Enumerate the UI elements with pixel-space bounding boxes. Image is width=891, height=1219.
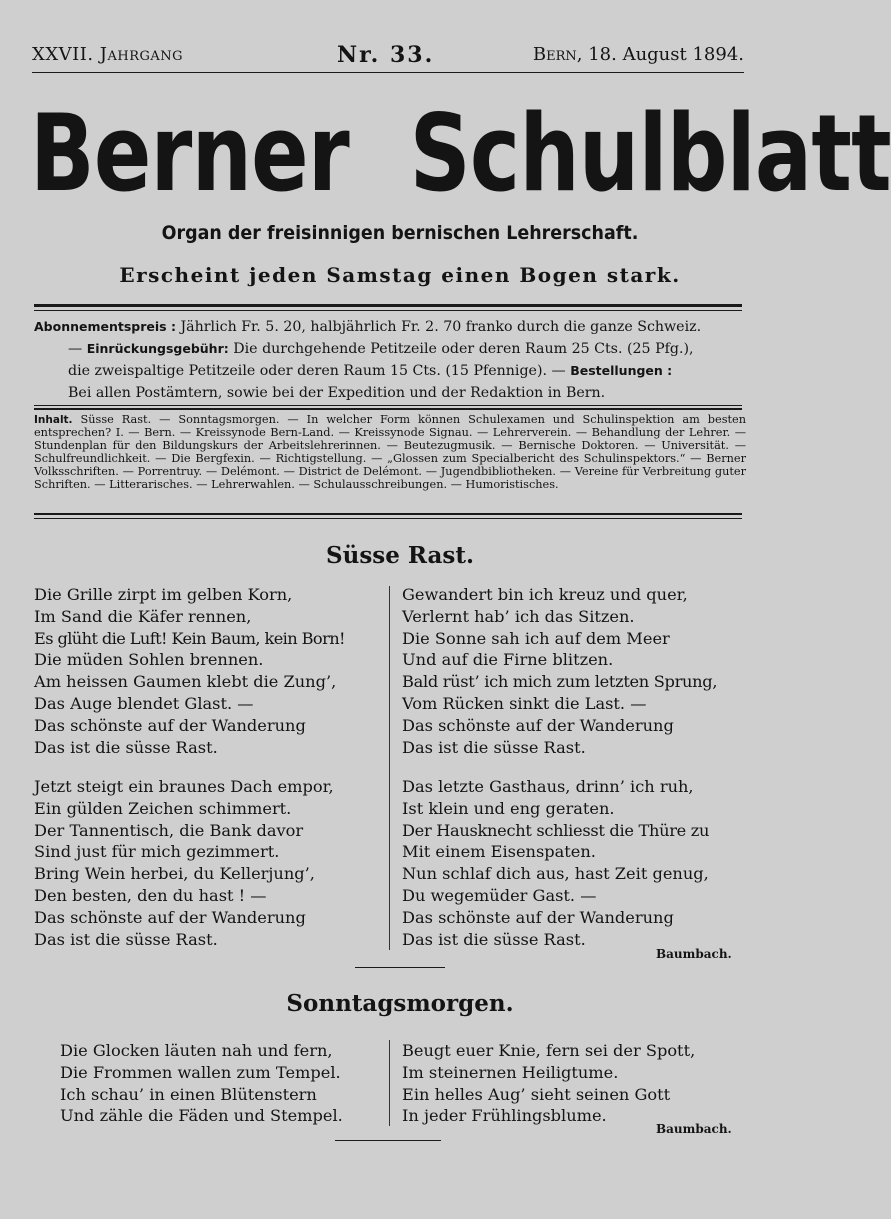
poem1-left-stanza2: [34, 776, 334, 950]
poem2-right: [402, 1040, 695, 1127]
table-of-contents: [34, 414, 746, 491]
issue-date-line: [533, 44, 744, 65]
verse-line: Das schönste auf der Wanderung: [34, 907, 306, 927]
poem-title-sonntagsmorgen: Sonntagsmorgen.: [286, 990, 514, 1017]
verse-line: Das schönste auf der Wanderung: [402, 715, 674, 735]
line4-text: Bei allen Postämtern, sowie bei der Expedition und der Redaktion in Bern.: [68, 385, 606, 401]
poem2-column-divider: [389, 1040, 390, 1126]
verse-line: Den besten, den du hast ! —: [34, 885, 267, 905]
issue-date: 18. August 1894.: [588, 44, 744, 65]
verse-line: Im steinernen Heiligtume.: [402, 1062, 619, 1082]
verse-line: Beugt euer Knie, fern sei der Spott,: [402, 1041, 696, 1060]
info-line-4: [34, 382, 752, 404]
verse-line: Und zähle die Fäden und Stempel.: [60, 1106, 343, 1126]
verse-line: Mit einem Eisenspaten.: [402, 842, 596, 862]
contents-top-rule: [34, 405, 742, 406]
ein-label: Einrückungsgebühr:: [86, 341, 229, 356]
subscription-info: [34, 316, 752, 404]
best-label: Bestellungen :: [570, 363, 673, 378]
verse-line: Vom Rücken sinkt die Last. —: [402, 693, 647, 713]
verse-line: Ein helles Aug’ sieht seinen Gott: [402, 1084, 671, 1104]
verse-line: Bald rüst’ ich mich zum letzten Sprung,: [402, 672, 718, 692]
verse-line: Das ist die süsse Rast.: [34, 737, 218, 757]
verse-line: Ein gülden Zeichen schimmert.: [34, 798, 292, 818]
verse-line: Sind just für mich gezimmert.: [34, 842, 280, 862]
abo-text: Jährlich Fr. 5. 20, halbjährlich Fr. 2. 70 franko durch die ganze Schweiz.: [180, 319, 702, 335]
verse-line: Die müden Sohlen brennen.: [34, 650, 264, 670]
verse-line: Der Tannentisch, die Bank davor: [34, 820, 304, 840]
line3-text: die zweispaltige Petitzeile oder deren Raum 15 Cts. (15 Pfennige). —: [68, 363, 566, 379]
contents-top-rule-thick: [34, 408, 742, 410]
verse-line: Jetzt steigt ein braunes Dach empor,: [34, 777, 334, 796]
verse-line: Die Sonne sah ich auf dem Meer: [402, 628, 670, 648]
poem2-left: [60, 1040, 343, 1127]
publication-frequency: Erscheint jeden Samstag einen Bogen stark.: [119, 263, 681, 287]
end-separator: [335, 1140, 441, 1141]
verse-line: Das ist die süsse Rast.: [402, 929, 586, 949]
verse-line: Die Frommen wallen zum Tempel.: [60, 1062, 341, 1082]
verse-line: Das ist die süsse Rast.: [402, 737, 586, 757]
verse-line: Und auf die Firne blitzen.: [402, 650, 614, 670]
verse-line: Es glüht die Luft! Kein Baum, kein Born!: [34, 628, 345, 648]
verse-line: Das letzte Gasthaus, drinn’ ich ruh,: [402, 777, 694, 796]
poem1-left-stanza1: [34, 584, 345, 758]
contents-bottom-rule-thin: [34, 518, 742, 519]
poem-separator: [355, 967, 445, 968]
issue-number: Nr. 33.: [337, 42, 435, 68]
poem1-author: Baumbach.: [656, 947, 732, 961]
poem1-right-stanza1: [402, 584, 717, 758]
verse-line: Bring Wein herbei, du Kellerjung’,: [34, 864, 315, 884]
verse-line: Ist klein und eng geraten.: [402, 798, 615, 818]
newspaper-title: Berner Schulblatt: [30, 92, 891, 215]
verse-line: Die Glocken läuten nah und fern,: [60, 1041, 333, 1060]
contents-bottom-rule: [34, 513, 742, 515]
info-top-rule-thin: [34, 310, 742, 311]
info-top-rule: [34, 304, 742, 307]
verse-line: Ich schau’ in einen Blütenstern: [60, 1084, 317, 1104]
verse-line: Die Grille zirpt im gelben Korn,: [34, 585, 293, 604]
poem-title-suesse-rast: Süsse Rast.: [326, 542, 474, 569]
ein-text: Die durchgehende Petitzeile oder deren Raum 25 Cts. (25 Pfg.),: [233, 341, 694, 357]
verse-line: Der Hausknecht schliesst die Thüre zu: [402, 820, 710, 840]
abo-label: Abonnementspreis :: [34, 319, 176, 334]
verse-line: Im Sand die Käfer rennen,: [34, 606, 252, 626]
volume-label: XXVII. Jahrgang: [32, 44, 184, 65]
poem2-author: Baumbach.: [656, 1122, 732, 1136]
poem1-column-divider: [389, 586, 390, 950]
info-line-1: [34, 316, 752, 338]
verse-line: Das schönste auf der Wanderung: [402, 907, 674, 927]
info-line-3: [34, 360, 752, 382]
verse-line: Nun schlaf dich aus, hast Zeit genug,: [402, 864, 709, 884]
masthead-row: [32, 44, 744, 68]
ein-prefix: —: [68, 341, 83, 357]
verse-line: Am heissen Gaumen klebt die Zung’,: [34, 672, 337, 692]
verse-line: Das ist die süsse Rast.: [34, 929, 218, 949]
city-label: Bern,: [532, 44, 583, 65]
poem1-right-stanza2: [402, 776, 709, 950]
verse-line: Du wegemüder Gast. —: [402, 885, 597, 905]
newspaper-subtitle: Organ der freisinnigen bernischen Lehrerschaft.: [161, 222, 639, 244]
masthead-rule: [32, 72, 744, 73]
verse-line: Das Auge blendet Glast. —: [34, 693, 254, 713]
verse-line: In jeder Frühlingsblume.: [402, 1106, 607, 1126]
verse-line: Gewandert bin ich kreuz und quer,: [402, 585, 688, 604]
verse-line: Verlernt hab’ ich das Sitzen.: [402, 606, 635, 626]
info-line-2: [34, 338, 752, 360]
contents-text: Süsse Rast. — Sonntagsmorgen. — In welcher Form können Schulexamen und Schulinspektion am besten entsprechen? I. — Bern. — Kreissynode Bern-Land. — Kreissynode Signau. — Lehrerverein. — Behandlung der Lehrer. — Stundenplan für den Bildungskurs der Arbeitslehrerinnen. — Beutezugmusik. — Bernische Doktoren. — Universität. — Schulfreundlichkeit. — Die Bergfexin. — Richtigstellung. — „Glossen zum Specialbericht des Schulinspektors.“ — Berner Volksschriften. — Porrentruy. — Delémont. — District de Delémont. — Jugendbibliotheken. — Vereine für Verbreitung guter Schriften. — Litterarisches. — Lehrerwahlen. — Schulausschreibungen. — Humoristisches.: [34, 413, 746, 491]
contents-label: Inhalt.: [34, 414, 73, 426]
verse-line: Das schönste auf der Wanderung: [34, 715, 306, 735]
